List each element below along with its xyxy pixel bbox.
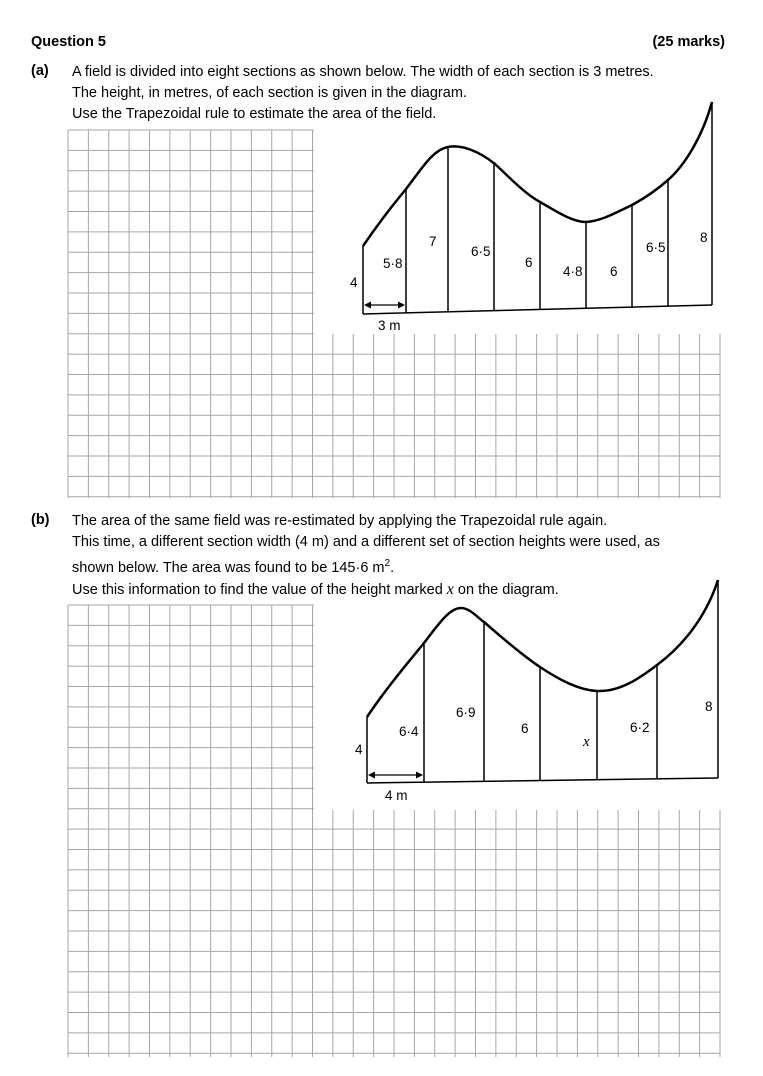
height-label: 6·9 [456, 705, 476, 720]
height-label: 6 [521, 721, 529, 736]
height-label: 8 [705, 699, 713, 714]
part-b-line-3: shown below. The area was found to be 145·6 $m^2$. [72, 558, 395, 576]
height-label: 6 [610, 264, 618, 279]
height-label: 8 [700, 230, 708, 245]
height-label-x: x [583, 734, 590, 750]
field-diagram-a [350, 102, 712, 333]
part-a-line-3: Use the Trapezoidal rule to estimate the area of the field. [72, 106, 437, 122]
part-b-label: (b) [31, 512, 50, 528]
field-base-line-b [367, 778, 718, 783]
field-boundary-curve-a [363, 102, 712, 246]
width-arrow-a [364, 302, 405, 309]
field-diagram-b [355, 580, 718, 803]
part-b-line-2: This time, a different section width (4 m) and a different set of section heights were used, as [72, 534, 660, 550]
width-label-b: 4 m [385, 788, 408, 803]
width-label-a: 3 m [378, 318, 401, 333]
part-b-line-1: The area of the same field was re-estimated by applying the Trapezoidal rule again. [72, 513, 608, 529]
height-label: 7 [429, 234, 437, 249]
width-arrow-b [368, 772, 423, 779]
part-a-line-1: A field is divided into eight sections as shown below. The width of each section is 3 metres. [72, 64, 654, 80]
answer-grid-b[interactable] [68, 605, 720, 1057]
height-label: 6·5 [646, 240, 666, 255]
height-label: 4 [355, 742, 363, 757]
variable-x: x [446, 580, 454, 598]
part-a-line-2: The height, in metres, of each section is given in the diagram. [72, 85, 467, 101]
part-a-label: (a) [31, 63, 49, 79]
question-marks: (25 marks) [652, 34, 725, 50]
height-label: 4 [350, 275, 358, 290]
part-b-line-4: Use this information to find the value of the height marked x on the diagram. [72, 580, 559, 598]
section-lines-b [367, 580, 718, 783]
question-title: Question 5 [31, 34, 106, 50]
answer-grid-a[interactable] [68, 130, 720, 498]
height-label: 6·4 [399, 724, 419, 739]
height-label: 6·2 [630, 720, 650, 735]
field-boundary-curve-b [367, 580, 718, 717]
height-label: 6 [525, 255, 533, 270]
height-label: 5·8 [383, 256, 403, 271]
section-lines-a [363, 102, 712, 314]
height-label: 4·8 [563, 264, 583, 279]
height-label: 6·5 [471, 244, 491, 259]
field-base-line-a [363, 305, 712, 314]
